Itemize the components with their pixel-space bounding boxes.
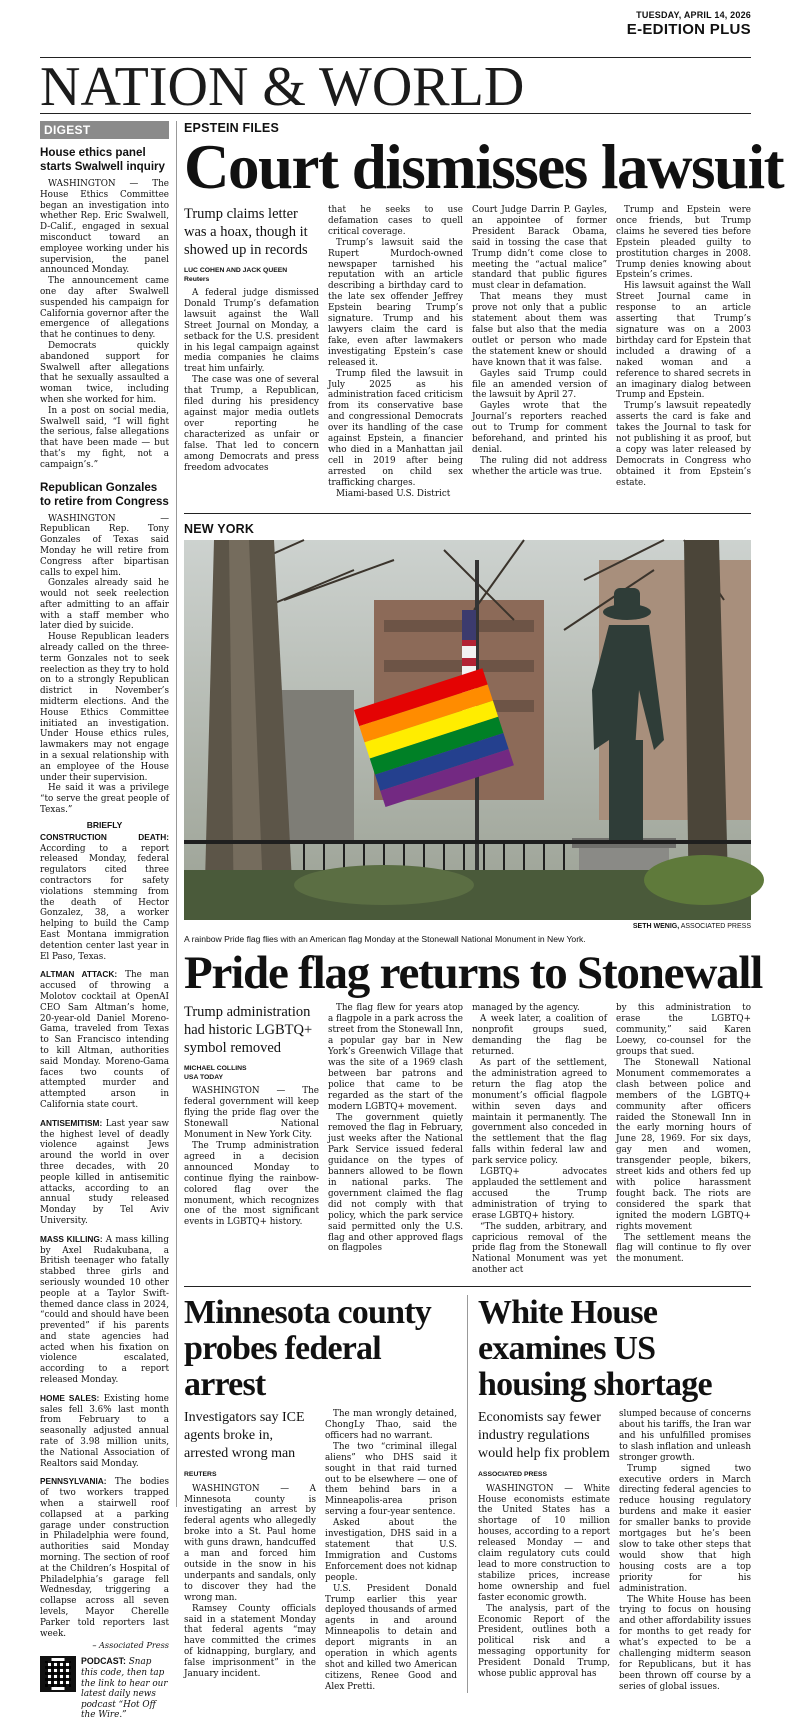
brief-text: Existing home sales fell 3.6% last month from February to a seasonally adjusted annual rate of 3.98 million units, the National Association of Realtors said Monday. xyxy=(40,1393,169,1469)
bottom-stories xyxy=(184,1295,751,1693)
paragraph: LGBTQ+ advocates applauded the settlement and accused the Trump administration of trying to erase LGBTQ+ history. xyxy=(472,1167,607,1221)
main-column xyxy=(184,121,784,1693)
paragraph: Gayles said Trump could file an amended version of the lawsuit by April 27. xyxy=(472,368,607,401)
stonewall-columns xyxy=(184,1003,751,1276)
stonewall-col-3 xyxy=(472,1003,607,1276)
paragraph: The analysis, part of the Economic Report of the President, outlines both a political risk and a messaging opportunity for President Donald Trump, whose public approval has xyxy=(478,1603,610,1680)
paragraph: A federal judge dismissed Donald Trump’s defamation lawsuit against the Wall Street Journal on Monday, a setback for the U.S. president in his legal campaign against media companies he claims treat him unfairly. xyxy=(184,288,319,375)
housing-story xyxy=(478,1295,751,1693)
story-divider xyxy=(467,1295,468,1693)
minnesota-deck: Investigators say ICE agents broke in, arrested wrong man xyxy=(184,1410,305,1462)
digest-tag: DIGEST xyxy=(40,121,169,139)
swalwell-headline: House ethics panel starts Swalwell inquiry xyxy=(40,146,165,173)
stonewall-photo xyxy=(184,540,751,920)
digest-sidebar xyxy=(40,121,169,1721)
paragraph: As part of the settlement, the administration agreed to return the flag atop the monument’s official flagpole within seven days and maintain it permanently. The government also conceded in the settlement that the flag falls within federal law and park service policy. xyxy=(472,1058,607,1167)
byline-agency: Reuters xyxy=(184,275,210,283)
stonewall-headline: Pride flag returns to Stonewall xyxy=(184,947,763,1000)
stonewall-byline xyxy=(184,1065,319,1082)
paragraph: Trump’s lawsuit said the Rupert Murdoch-owned newspaper tarnished his reputation with an article describing a birthday card to the late sex offender Jeffrey Epstein bearing Trump’s signature. Trump and his lawyers claim the card is fake, even after lawmakers investigating Epstein’s case released it. xyxy=(328,237,463,368)
brief-text: A mass killing by Axel Rudakubana, a British teenager who fatally stabbed three girls and seriously wounded 10 other people at a Taylor Swift-themed dance class in 2024, “could and should have been prevented” if his parents and state agencies had acted when his fixation on violence escalated, according to a report released Monday. xyxy=(40,1234,169,1386)
paragraph: The Stonewall National Monument commemorates a clash between police and members of the LGBTQ+ community after officers raided the Stonewall Inn in the early morning hours of June 28, 1969. For six days, gay men and women, transgender people, bikers, street kids and others fed up with police harassment fought back. The riots are considered the spark that ignited the modern LGBTQ+ rights movement xyxy=(616,1058,751,1232)
section-rule xyxy=(184,513,751,514)
minnesota-col-2 xyxy=(325,1409,457,1693)
podcast-label: PODCAST: xyxy=(81,1656,126,1667)
paragraph: Gayles wrote that the Journal’s reporters reached out to Trump for comment beforehand, and printed his denial. xyxy=(472,401,607,455)
paragraph: The two “criminal illegal aliens” who DHS said it sought in that raid turned out to be elsewhere — one of them behind bars in a Minneapolis-area prison serving a four-year sentence. xyxy=(325,1441,457,1518)
podcast-text xyxy=(81,1656,169,1721)
minnesota-story xyxy=(184,1295,457,1693)
top-line xyxy=(40,10,751,38)
paragraph: U.S. President Donald Trump earlier this year deployed thousands of armed agents in and around Minneapolis to detain and deport migrants in an operation in which agents shot and killed two American citizens, Renee Good and Alex Pretti. xyxy=(325,1583,457,1692)
paragraph: That means they must prove not only that a public statement about them was false but also that the media outlet or person who made the statement knew or should have known that it was false. xyxy=(472,292,607,368)
brief-item xyxy=(40,1393,169,1470)
issue-date: TUESDAY, APRIL 14, 2026 xyxy=(636,10,751,20)
stonewall-photo-illustration xyxy=(184,540,751,920)
paragraph: The ruling did not address whether the article was true. xyxy=(472,455,607,477)
paragraph: that he seeks to use defamation cases to quell critical coverage. xyxy=(328,205,463,237)
paragraph: The government quietly removed the flag in February, just weeks after the National Park Service issued federal guidance on the types of banners allowed to be flown in national parks. The government claimed the flag did not comply with that policy, which the park service said permitted only the U.S. flag and other approved flags on flagpoles xyxy=(328,1112,463,1254)
minnesota-headline: Minnesota county probes federal arrest xyxy=(184,1294,431,1404)
paragraph: WASHINGTON — A Minnesota county is investigating an arrest by federal agents who allegedly broke into a St. Paul home with guns drawn, handcuffed a man and forced him outside in the snow in his underpants and sandals, only to discover they had the wrong man. xyxy=(184,1483,316,1603)
paragraph: The Trump administration agreed in a decision announced Monday to continue flying the rainbow-colored flag over the monument, which recognizes one of the most significant events in LGBTQ+ history. xyxy=(184,1141,319,1228)
section-masthead: NATION & WORLD xyxy=(40,56,525,118)
paragraph: Miami-based U.S. District xyxy=(336,488,451,499)
gonzales-headline: Republican Gonzales to retire from Congress xyxy=(40,480,169,508)
byline-agency: USA TODAY xyxy=(184,1073,224,1081)
paragraph: Gonzales already said he would not seek reelection after admitting to an affair with a staff member who later died by suicide. xyxy=(40,578,169,632)
paragraph: WASHINGTON — The federal government will keep flying the pride flag over the Stonewall National Monument in New York City. xyxy=(184,1086,319,1141)
paragraph: WASHINGTON — The House Ethics Committee began an investigation into whether Rep. Eric Swalwell, D-Calif., engaged in sexual misconduct toward an employee working under his supervision, the panel announced Monday. xyxy=(40,179,169,276)
paragraph: The case was one of several that Trump, a Republican, filed during his presidency against major media outlets over reporting he characterized as unfair or false. That led to concern among Democrats and press freedom advocates xyxy=(184,375,319,473)
housing-col-2 xyxy=(619,1409,751,1693)
brief-item xyxy=(40,1118,169,1227)
stonewall-col-4 xyxy=(616,1003,751,1276)
brief-label: CONSTRUCTION DEATH: xyxy=(40,831,169,842)
epstein-kicker: EPSTEIN FILES xyxy=(184,121,279,135)
stonewall-kicker: NEW YORK xyxy=(184,522,255,537)
byline-names: LUC COHEN AND JACK QUEEN xyxy=(184,267,288,274)
epstein-deck: Trump claims letter was a hoax, though it showed up in records xyxy=(184,206,308,258)
housing-deck: Economists say fewer industry regulations would help fix problem xyxy=(478,1410,610,1462)
swalwell-body xyxy=(40,179,169,471)
stonewall-col-2 xyxy=(328,1003,463,1276)
paragraph: He said it was a privilege “to serve the great people of Texas.” xyxy=(40,783,169,816)
epstein-headline: Court dismisses lawsuit xyxy=(184,132,784,202)
paragraph: The man wrongly detained, ChongLy Thao, said the officers had no warrant. xyxy=(325,1409,457,1441)
epstein-columns xyxy=(184,205,751,499)
brief-text: According to a report released Monday, federal regulators cited three contractors for safety violations stemming from the death of Hector Gonzalez, 38, a worker helping to build the Camp East Montana immigration detention center last year in El Paso, Texas. xyxy=(40,843,169,962)
paragraph: The flag flew for years atop a flagpole in a park across the street from the Stonewall Inn, a popular gay bar in New York’s Greenwich Village that was the site of a 1969 clash between bar patrons and police that came to be regarded as the start of the modern LGBTQ+ movement. xyxy=(328,1003,463,1112)
paragraph: House Republican leaders already called on the three-term Gonzales not to seek reelection as they try to hold on to a strongly Republican district in November’s midterm elections. And the House Ethics Committee initiated an investigation. Under House ethics rules, lawmakers may not engage in a sexual relationship with an employee of the House under their supervision. xyxy=(40,632,169,783)
podcast-promo[interactable] xyxy=(40,1656,169,1721)
section-rule xyxy=(184,1286,751,1287)
minnesota-columns xyxy=(184,1409,457,1693)
paragraph: slumped because of concerns about his tariffs, the Iran war and his unfulfilled promises to slash inflation and unleash stronger growth. xyxy=(619,1409,751,1463)
epstein-col-4 xyxy=(616,205,751,499)
brief-label: PENNSYLVANIA: xyxy=(40,1476,107,1487)
photographer-name: SETH WENIG, xyxy=(632,923,680,931)
paragraph: WASHINGTON — Republican Rep. Tony Gonzales of Texas said Monday he will retire from Congress after bipartisan calls to expel him. xyxy=(40,513,169,578)
photo-caption: A rainbow Pride flag flies with an American flag Monday at the Stonewall National Monument in New York. xyxy=(184,934,586,945)
brief-text: The bodies of two workers trapped when a stairwell roof collapsed at a parking garage under construction in Philadelphia were found, authorities said Monday morning. The section of roof at the Children’s Hospital of Philadelphia’s garage fell Wednesday, triggering a collapse across all seven levels, Mayor Cherelle Parker told reporters last week. xyxy=(40,1477,169,1639)
paragraph: Trump signed two executive orders in March directing federal agencies to reduce housing regulatory burdens and make it easier for smaller banks to provide mortgages but he’s been slow to take other steps that would show that high housing costs are a top priority for his administration. xyxy=(619,1463,751,1594)
brief-item xyxy=(40,1234,169,1386)
paragraph: Court Judge Darrin P. Gayles, an appointee of former President Barack Obama, said in tossing the case that Trump didn’t come close to meeting the “actual malice” standard that public figures must clear in defamation. xyxy=(472,205,607,292)
brief-label: ANTISEMITISM: xyxy=(40,1117,103,1128)
brief-item xyxy=(40,832,169,963)
paragraph: His lawsuit against the Wall Street Journal came in response to an article asserting that Trump’s signature was on a 2003 birthday card for Epstein that included a drawing of a naked woman and a reference to shared secrets in an imaginary dialog between Trump and Epstein. xyxy=(616,281,751,401)
photo-agency: ASSOCIATED PRESS xyxy=(679,923,751,931)
paragraph: WASHINGTON — White House economists estimate the United States has a shortage of 10 million houses, according to a report released Monday — and claim regulatory cuts could lead to more construction to stabilize prices, increase home ownership and fuel faster economic growth. xyxy=(478,1483,610,1603)
brief-item xyxy=(40,1476,169,1639)
stonewall-deck: Trump administration had historic LGBTQ+ symbol removed xyxy=(184,1004,313,1057)
paragraph: In a post on social media, Swalwell said, “I will fight the serious, false allegations that have been made — but that’s my fight, not a campaign’s.” xyxy=(40,405,169,470)
housing-byline: ASSOCIATED PRESS xyxy=(478,1471,547,1479)
paragraph: Trump’s lawsuit repeatedly asserts the card is fake and takes the Journal to task for not publishing it as proof, but a copy was later released by Democrats in Congress who obtained it from Epstein’s estate. xyxy=(616,401,751,488)
housing-col-1 xyxy=(478,1409,610,1693)
epstein-byline xyxy=(184,267,319,284)
minnesota-byline: REUTERS xyxy=(184,1471,217,1479)
paragraph: The settlement means the flag will continue to fly over the monument. xyxy=(616,1232,751,1265)
paragraph: The announcement came one day after Swalwell suspended his campaign for California governor after the emergence of allegations that he continues to deny. xyxy=(40,276,169,341)
gonzales-body xyxy=(40,514,169,816)
edition-label: E-EDITION PLUS xyxy=(626,21,751,38)
brief-text: Last year saw the highest level of deadly violence against Jews around the world in over three decades, with 20 people killed in antisemitic attacks, according to an annual study released Monday by Tel Aviv University. xyxy=(40,1118,169,1226)
brief-item xyxy=(40,969,169,1110)
brief-text: The man accused of throwing a Molotov cocktail at OpenAI CEO Sam Altman’s home, 20-year-old Daniel Moreno-Gama, traveled from Texas to San Francisco intending to kill Altman, authorities said Monday. Moreno-Gama faces two counts of attempted murder and attempted arson in California state court. xyxy=(40,970,169,1110)
paragraph: managed by the agency. xyxy=(472,1003,580,1014)
brief-label: MASS KILLING: xyxy=(40,1233,103,1244)
stonewall-col-1 xyxy=(184,1003,319,1276)
epstein-col-3 xyxy=(472,205,607,499)
briefly-label: BRIEFLY xyxy=(86,819,123,830)
paragraph: Trump and Epstein were once friends, but Trump claims he severed ties before Epstein pleaded guilty to prostitution charges in 2008. Trump denies knowing about Epstein’s crimes. xyxy=(616,205,751,281)
masthead-rule xyxy=(40,113,751,114)
housing-columns xyxy=(478,1409,751,1693)
podcast-description: Snap this code, then tap the link to hear our latest daily news podcast “Hot Off the Wire.” xyxy=(81,1657,168,1721)
brief-credit: – Associated Press xyxy=(92,1640,169,1651)
brief-label: ALTMAN ATTACK: xyxy=(40,969,118,980)
paragraph: “The sudden, arbitrary, and capricious removal of the pride flag from the Stonewall National Monument was yet another act xyxy=(472,1221,607,1276)
housing-headline: White House examines US housing shortage xyxy=(478,1294,712,1404)
paragraph: The White House has been trying to focus on housing and other affordability issues for months to get ready for what’s expected to be a challenging midterm season for Republicans, but it has been thrown off course by a series of global issues. xyxy=(619,1594,751,1692)
photo-credit xyxy=(184,923,751,930)
minnesota-col-1 xyxy=(184,1409,316,1693)
paragraph: by this administration to erase the LGBTQ+ community,” said Karen Loewy, co-counsel for the groups that sued. xyxy=(616,1003,751,1058)
brief-label: HOME SALES: xyxy=(40,1392,100,1403)
paragraph: Trump filed the lawsuit in July 2025 as his administration faced criticism from its conservative base and congressional Democrats over its handling of the case against Epstein, a financier who died in a Manhattan jail cell in 2019 after being arrested on child sex trafficking charges. xyxy=(328,368,463,488)
qr-code-icon[interactable] xyxy=(40,1656,76,1692)
briefs-list xyxy=(40,832,169,1651)
paragraph: Ramsey County officials said in a statement Monday that federal agents “may have committed the crimes of kidnapping, burglary, and false imprisonment” in the January incident. xyxy=(184,1603,316,1680)
byline-names: MICHAEL COLLINS xyxy=(184,1065,247,1073)
paragraph: A week later, a coalition of nonprofit groups sued, demanding the flag be returned. xyxy=(472,1014,607,1058)
epstein-col-2 xyxy=(328,205,463,499)
paragraph: Asked about the investigation, DHS said in a statement that U.S. Immigration and Customs Enforcement does not kidnap people. xyxy=(325,1518,457,1583)
epstein-col-1 xyxy=(184,205,319,499)
column-divider xyxy=(176,121,177,1507)
paragraph: Democrats quickly abandoned support for Swalwell after allegations that he sexually assaulted a woman twice, including when she worked for him. xyxy=(40,340,169,405)
